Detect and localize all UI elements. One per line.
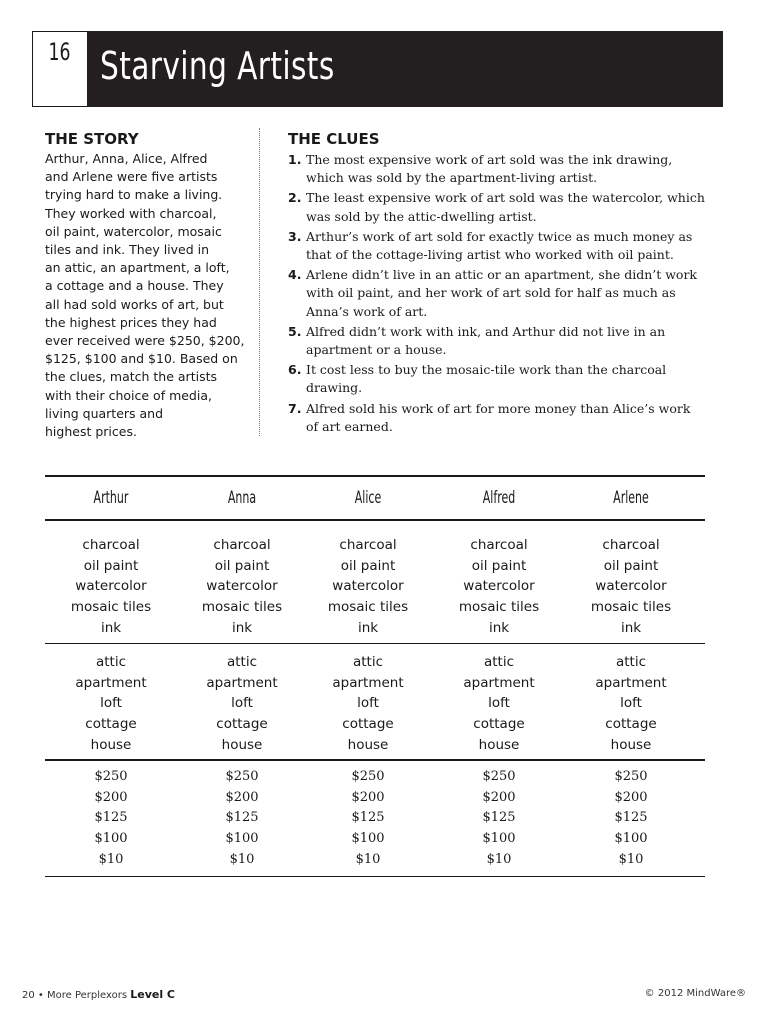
clue-item — [288, 228, 708, 264]
clue-text: Arthur’s work of art sold for exactly twice as much money as — [306, 228, 693, 244]
grid-option: watercolor — [332, 578, 404, 595]
grid-option: charcoal — [470, 537, 528, 553]
grid-option: oil paint — [603, 557, 659, 574]
clue-text: Anna’s work of art. — [306, 303, 428, 319]
grid-artist-header: Arthur — [93, 488, 129, 508]
grid-option: cottage — [216, 716, 268, 733]
grid-cell-prices — [46, 767, 176, 871]
story-line: ever received were $250, $200, — [45, 333, 245, 349]
clue-item — [288, 151, 708, 187]
grid-option: charcoal — [602, 537, 660, 553]
grid-option: attic — [95, 654, 127, 670]
grid-option: $10 — [618, 851, 644, 867]
grid-option: attic — [615, 654, 647, 670]
story-line: highest prices. — [45, 424, 137, 440]
grid-option: $10 — [98, 851, 124, 867]
clue-text: of art earned. — [306, 418, 393, 434]
grid-option: $200 — [94, 789, 128, 805]
story-line: an attic, an apartment, a loft, — [45, 260, 230, 276]
grid-option: attic — [352, 654, 384, 670]
grid-cell-media — [566, 535, 696, 639]
grid-option: $200 — [225, 789, 259, 805]
grid-cell-prices — [434, 767, 564, 871]
grid-cell-prices — [177, 767, 307, 871]
grid-option: mosaic tiles — [70, 599, 152, 616]
grid-option: $125 — [614, 810, 648, 826]
grid-option: $125 — [94, 810, 128, 826]
clue-number: 5. — [288, 323, 302, 339]
story-line: They worked with charcoal, — [45, 205, 217, 221]
grid-option: watercolor — [595, 578, 667, 595]
clue-text: with oil paint, and her work of art sold for half as much as — [306, 285, 676, 301]
grid-cell-quarters — [46, 652, 176, 756]
clue-item — [288, 266, 708, 321]
grid-option: loft — [488, 695, 510, 712]
clue-number: 3. — [288, 228, 302, 244]
story-line: and Arlene were five artists — [45, 169, 218, 185]
grid-bottom-rule — [45, 876, 705, 877]
grid-option: house — [610, 736, 652, 753]
grid-option: loft — [357, 695, 379, 712]
grid-option: $250 — [351, 769, 385, 784]
clue-number: 2. — [288, 190, 302, 206]
grid-option: ink — [357, 619, 379, 636]
grid-option: $200 — [614, 789, 648, 805]
clue-item — [288, 400, 708, 436]
grid-option: apartment — [206, 674, 278, 691]
grid-option: cottage — [85, 716, 137, 733]
clue-item — [288, 189, 708, 225]
grid-option: cottage — [605, 716, 657, 733]
grid-cell-media — [46, 535, 176, 639]
story-line: Arthur, Anna, Alice, Alfred — [45, 151, 208, 166]
grid-option: apartment — [332, 674, 404, 691]
grid-option: attic — [483, 654, 515, 670]
grid-option: $10 — [355, 851, 381, 867]
grid-option: $125 — [351, 810, 385, 826]
grid-cell-media — [177, 535, 307, 639]
story-line: living quarters and — [45, 405, 164, 421]
grid-option: ink — [231, 619, 253, 636]
grid-option: $250 — [482, 769, 516, 784]
clue-number: 4. — [288, 267, 302, 283]
story-line: oil paint, watercolor, mosaic — [45, 223, 222, 239]
grid-cell-quarters — [434, 652, 564, 756]
page-title: Starving Artists — [100, 44, 335, 88]
story-line: the highest prices they had — [45, 314, 217, 330]
grid-cell-prices — [566, 767, 696, 871]
grid-cell-media — [434, 535, 564, 639]
clue-text: which was sold by the apartment-living artist. — [306, 170, 598, 186]
clue-text: that of the cottage-living artist who worked with oil paint. — [306, 247, 674, 263]
clue-text: Alfred didn’t work with ink, and Arthur did not live in an — [306, 323, 666, 339]
grid-option: apartment — [595, 674, 667, 691]
grid-option: mosaic tiles — [201, 599, 283, 616]
grid-option: ink — [488, 619, 510, 636]
grid-option: oil paint — [340, 557, 396, 574]
grid-quarters-rule — [45, 759, 705, 761]
grid-option: $250 — [614, 769, 648, 784]
grid-option: $250 — [94, 769, 128, 784]
grid-option: $250 — [225, 769, 259, 784]
grid-option: mosaic tiles — [327, 599, 409, 616]
clue-number: 6. — [288, 362, 302, 378]
grid-media-rule — [45, 643, 705, 644]
footer-book-title: 20 • More Perplexors — [22, 990, 131, 1001]
grid-option: mosaic tiles — [458, 599, 540, 616]
grid-cell-quarters — [566, 652, 696, 756]
story-text — [45, 150, 245, 441]
grid-option: $100 — [614, 831, 648, 847]
clue-text: It cost less to buy the mosaic-tile work than the charcoal — [306, 362, 667, 378]
grid-artist-header: Alice — [354, 488, 382, 508]
grid-option: loft — [231, 695, 253, 712]
grid-option: $200 — [482, 789, 516, 805]
grid-artist-header: Anna — [227, 488, 257, 508]
grid-artist-header: Arlene — [613, 488, 649, 508]
clue-text: The least expensive work of art sold was the watercolor, which — [306, 190, 705, 206]
grid-cell-quarters — [177, 652, 307, 756]
story-line: a cottage and a house. They — [45, 278, 224, 294]
grid-option: watercolor — [206, 578, 278, 595]
grid-cell-quarters — [303, 652, 433, 756]
footer-left — [22, 988, 175, 1001]
story-line: all had sold works of art, but — [45, 296, 224, 312]
grid-option: $100 — [94, 831, 128, 847]
grid-option: cottage — [473, 716, 525, 733]
clue-text: Arlene didn’t live in an attic or an apartment, she didn’t work — [306, 267, 697, 283]
footer-copyright: © 2012 MindWare® — [644, 988, 746, 999]
clue-item — [288, 323, 708, 359]
grid-option: ink — [100, 619, 122, 636]
grid-option: ink — [620, 619, 642, 636]
clue-text: apartment or a house. — [306, 342, 447, 358]
clue-item — [288, 361, 708, 397]
clue-text: drawing. — [306, 380, 363, 396]
grid-option: apartment — [463, 674, 535, 691]
story-line: with their choice of media, — [45, 387, 212, 403]
clues-heading: THE CLUES — [288, 130, 380, 148]
grid-option: charcoal — [82, 537, 140, 553]
column-divider — [259, 128, 260, 436]
puzzle-number: 16 — [48, 38, 71, 66]
story-heading: THE STORY — [45, 130, 139, 148]
grid-top-rule — [45, 475, 705, 477]
grid-option: cottage — [342, 716, 394, 733]
grid-option: house — [90, 736, 132, 753]
grid-option: charcoal — [339, 537, 397, 553]
grid-option: watercolor — [75, 578, 147, 595]
grid-option: $100 — [225, 831, 259, 847]
clue-text: was sold by the attic-dwelling artist. — [306, 208, 537, 224]
grid-option: $100 — [351, 831, 385, 847]
grid-cell-prices — [303, 767, 433, 871]
story-line: tiles and ink. They lived in — [45, 242, 210, 258]
grid-option: $10 — [229, 851, 255, 867]
grid-option: apartment — [75, 674, 147, 691]
story-line: $125, $100 and $10. Based on — [45, 351, 238, 367]
grid-option: mosaic tiles — [590, 599, 672, 616]
clue-number: 7. — [288, 400, 302, 416]
grid-option: charcoal — [213, 537, 271, 553]
grid-option: loft — [100, 695, 122, 712]
grid-option: oil paint — [214, 557, 270, 574]
grid-artist-header: Alfred — [482, 488, 516, 508]
grid-option: loft — [620, 695, 642, 712]
grid-option: attic — [226, 654, 258, 670]
clue-text: The most expensive work of art sold was the ink drawing, — [306, 152, 673, 167]
grid-option: house — [347, 736, 389, 753]
grid-cell-media — [303, 535, 433, 639]
grid-option: house — [478, 736, 520, 753]
grid-header-rule — [45, 519, 705, 521]
story-line: trying hard to make a living. — [45, 187, 223, 203]
clue-number: 1. — [288, 152, 302, 167]
grid-option: $200 — [351, 789, 385, 805]
grid-option: $125 — [482, 810, 516, 826]
grid-option: $125 — [225, 810, 259, 826]
story-line: the clues, match the artists — [45, 369, 217, 385]
grid-option: house — [221, 736, 263, 753]
clues-list — [288, 151, 708, 438]
grid-option: watercolor — [463, 578, 535, 595]
grid-option: $10 — [486, 851, 512, 867]
grid-option: $100 — [482, 831, 516, 847]
footer-level: Level C — [130, 988, 175, 1001]
grid-option: oil paint — [471, 557, 527, 574]
clue-text: Alfred sold his work of art for more money than Alice’s work — [306, 400, 691, 416]
grid-option: oil paint — [83, 557, 139, 574]
